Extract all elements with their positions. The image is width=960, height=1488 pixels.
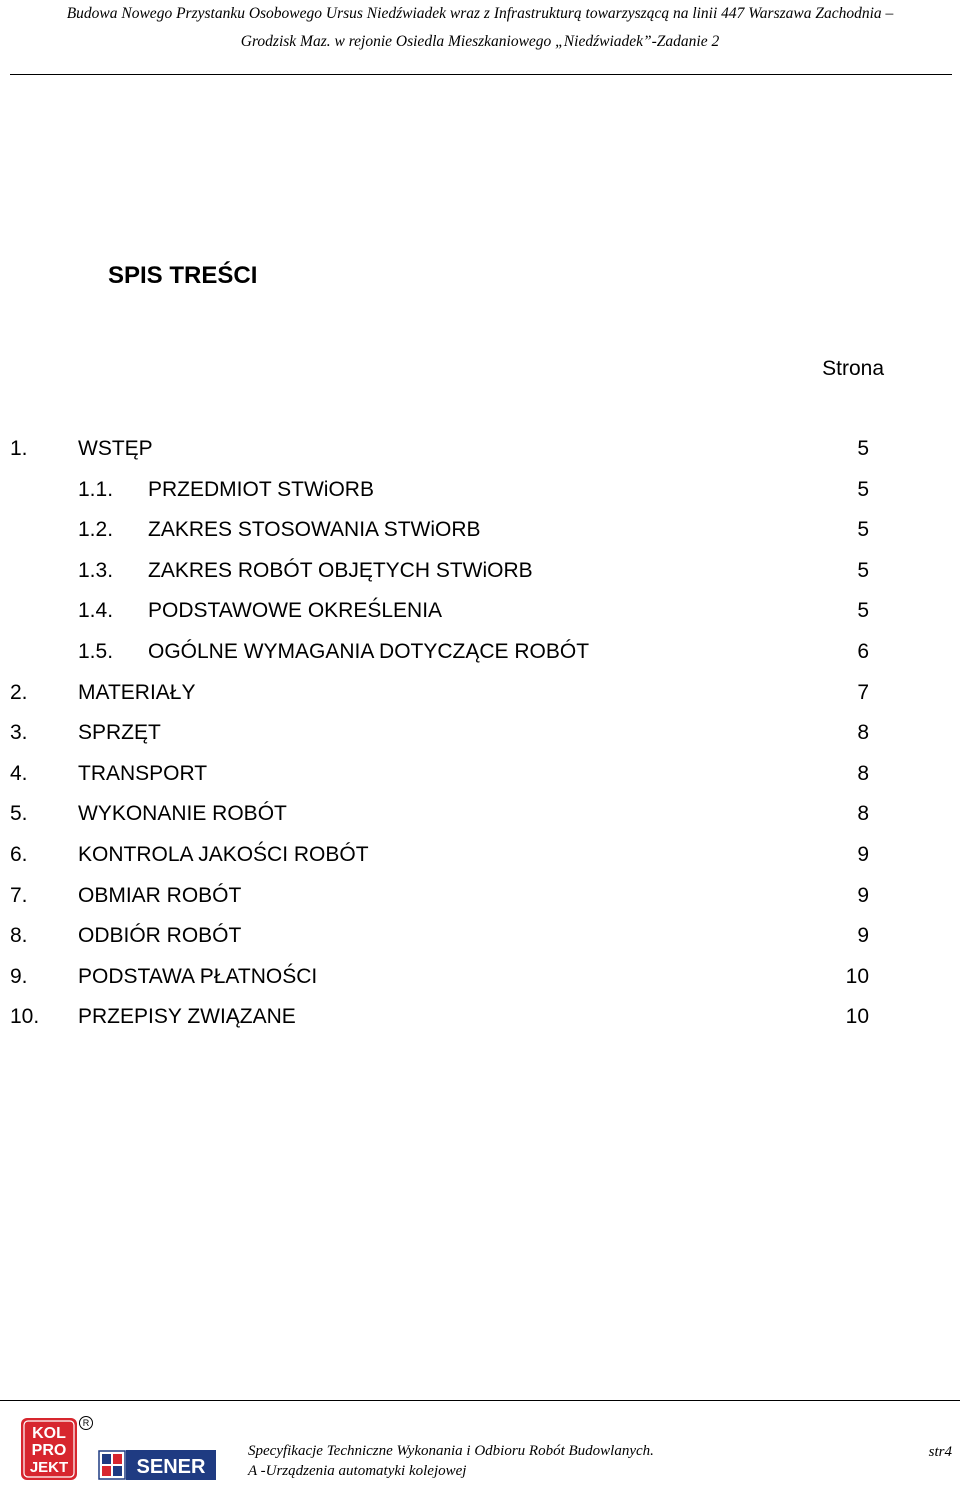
toc-entry-page: 5	[857, 437, 869, 460]
toc-entry-page: 5	[857, 518, 869, 542]
toc-entry-page: 9	[857, 842, 869, 866]
toc-entry-page: 5	[857, 599, 869, 623]
toc-entry[interactable]	[0, 477, 960, 518]
toc-entry[interactable]	[0, 964, 960, 1005]
toc-entry[interactable]	[0, 761, 960, 802]
toc-entry-title: WYKONANIE ROBÓT	[78, 802, 287, 826]
toc-entry[interactable]	[0, 517, 960, 558]
svg-text:JEKT: JEKT	[29, 1459, 69, 1476]
toc-entry-page: 7	[857, 680, 869, 704]
toc-entry-title: WSTĘP	[78, 437, 153, 460]
toc-entry-title: MATERIAŁY	[78, 680, 196, 704]
toc-entry[interactable]	[0, 720, 960, 761]
page-column-label: Strona	[822, 357, 884, 380]
toc-entry-number: 10.	[10, 1005, 40, 1029]
toc-entry-page: 5	[857, 558, 869, 582]
toc-entry-number: 4.	[10, 761, 28, 785]
header-line-2: Grodzisk Maz. w rejonie Osiedla Mieszkaniowego „Niedźwiadek”-Zadanie 2	[240, 33, 720, 50]
footer-spec-title: Specyfikacje Techniczne Wykonania i Odbioru Robót Budowlanych.	[248, 1443, 654, 1459]
toc-entry-title: TRANSPORT	[78, 761, 208, 785]
toc-entry-page: 8	[857, 721, 869, 745]
toc-entry[interactable]	[0, 801, 960, 842]
toc-entry-title: PODSTAWOWE OKREŚLENIA	[148, 599, 443, 623]
toc-entry-title: OBMIAR ROBÓT	[78, 883, 242, 907]
toc-entry[interactable]	[0, 883, 960, 924]
toc-entry-number: 5.	[10, 802, 28, 826]
toc-entry[interactable]	[0, 680, 960, 721]
svg-text:KOL: KOL	[32, 1425, 66, 1442]
kolprojekt-logo	[21, 1418, 77, 1480]
toc-entry-number: 3.	[10, 721, 28, 745]
toc-entry[interactable]	[0, 842, 960, 883]
toc-entry-number: 2.	[10, 680, 28, 704]
table-of-contents	[0, 436, 960, 1045]
toc-entry-page: 9	[857, 924, 869, 948]
toc-entry-number: 9.	[10, 964, 28, 988]
toc-entry[interactable]	[0, 558, 960, 599]
sener-logo	[126, 1450, 216, 1480]
toc-entry-page: 6	[857, 639, 869, 663]
toc-entry[interactable]	[0, 436, 960, 477]
toc-entry-title: SPRZĘT	[78, 721, 161, 745]
toc-entry-number: 1.3.	[78, 558, 114, 582]
page-number: str4	[928, 1444, 952, 1460]
header-line-1: Budowa Nowego Przystanku Osobowego Ursus Niedźwiadek wraz z Infrastrukturą towarzyszącą na linii 447 Warszawa Zachodnia –	[66, 5, 894, 22]
registered-mark: R	[79, 1416, 93, 1430]
svg-text:SENER: SENER	[136, 1456, 206, 1478]
toc-entry-page: 8	[857, 802, 869, 826]
toc-entry-title: ODBIÓR ROBÓT	[78, 924, 242, 948]
toc-entry[interactable]	[0, 639, 960, 680]
header-divider	[10, 74, 952, 75]
toc-entry-title: PODSTAWA PŁATNOŚCI	[78, 964, 318, 988]
toc-entry-title: KONTROLA JAKOŚCI ROBÓT	[78, 842, 369, 866]
toc-entry-number: 1.5.	[78, 639, 114, 663]
toc-entry-page: 10	[845, 964, 869, 988]
toc-entry-title: ZAKRES STOSOWANIA STWiORB	[148, 518, 481, 542]
toc-entry-title: PRZEPISY ZWIĄZANE	[78, 1005, 296, 1029]
toc-entry-number: 1.2.	[78, 518, 114, 542]
toc-entry-number: 1.4.	[78, 599, 114, 623]
toc-entry[interactable]	[0, 923, 960, 964]
svg-text:PRO: PRO	[31, 1442, 67, 1459]
toc-entry-page: 9	[857, 883, 869, 907]
toc-entry-title: OGÓLNE WYMAGANIA DOTYCZĄCE ROBÓT	[148, 639, 590, 663]
toc-entry-title: PRZEDMIOT STWiORB	[148, 477, 374, 501]
crest-icon	[98, 1450, 126, 1480]
footer-spec-subtitle: A -Urządzenia automatyki kolejowej	[248, 1463, 467, 1479]
toc-entry-number: 7.	[10, 883, 28, 907]
toc-entry-page: 8	[857, 761, 869, 785]
toc-entry[interactable]	[0, 1004, 960, 1045]
toc-entry-page: 10	[845, 1005, 869, 1029]
toc-title: SPIS TREŚCI	[108, 262, 258, 289]
footer-divider	[0, 1400, 960, 1401]
toc-entry-number: 8.	[10, 924, 28, 948]
toc-entry-title: ZAKRES ROBÓT OBJĘTYCH STWiORB	[148, 558, 533, 582]
toc-entry-number: 1.1.	[78, 477, 114, 501]
toc-entry-number: 6.	[10, 842, 28, 866]
toc-entry-page: 5	[857, 477, 869, 501]
toc-entry-number: 1.	[10, 437, 28, 460]
toc-entry[interactable]	[0, 598, 960, 639]
